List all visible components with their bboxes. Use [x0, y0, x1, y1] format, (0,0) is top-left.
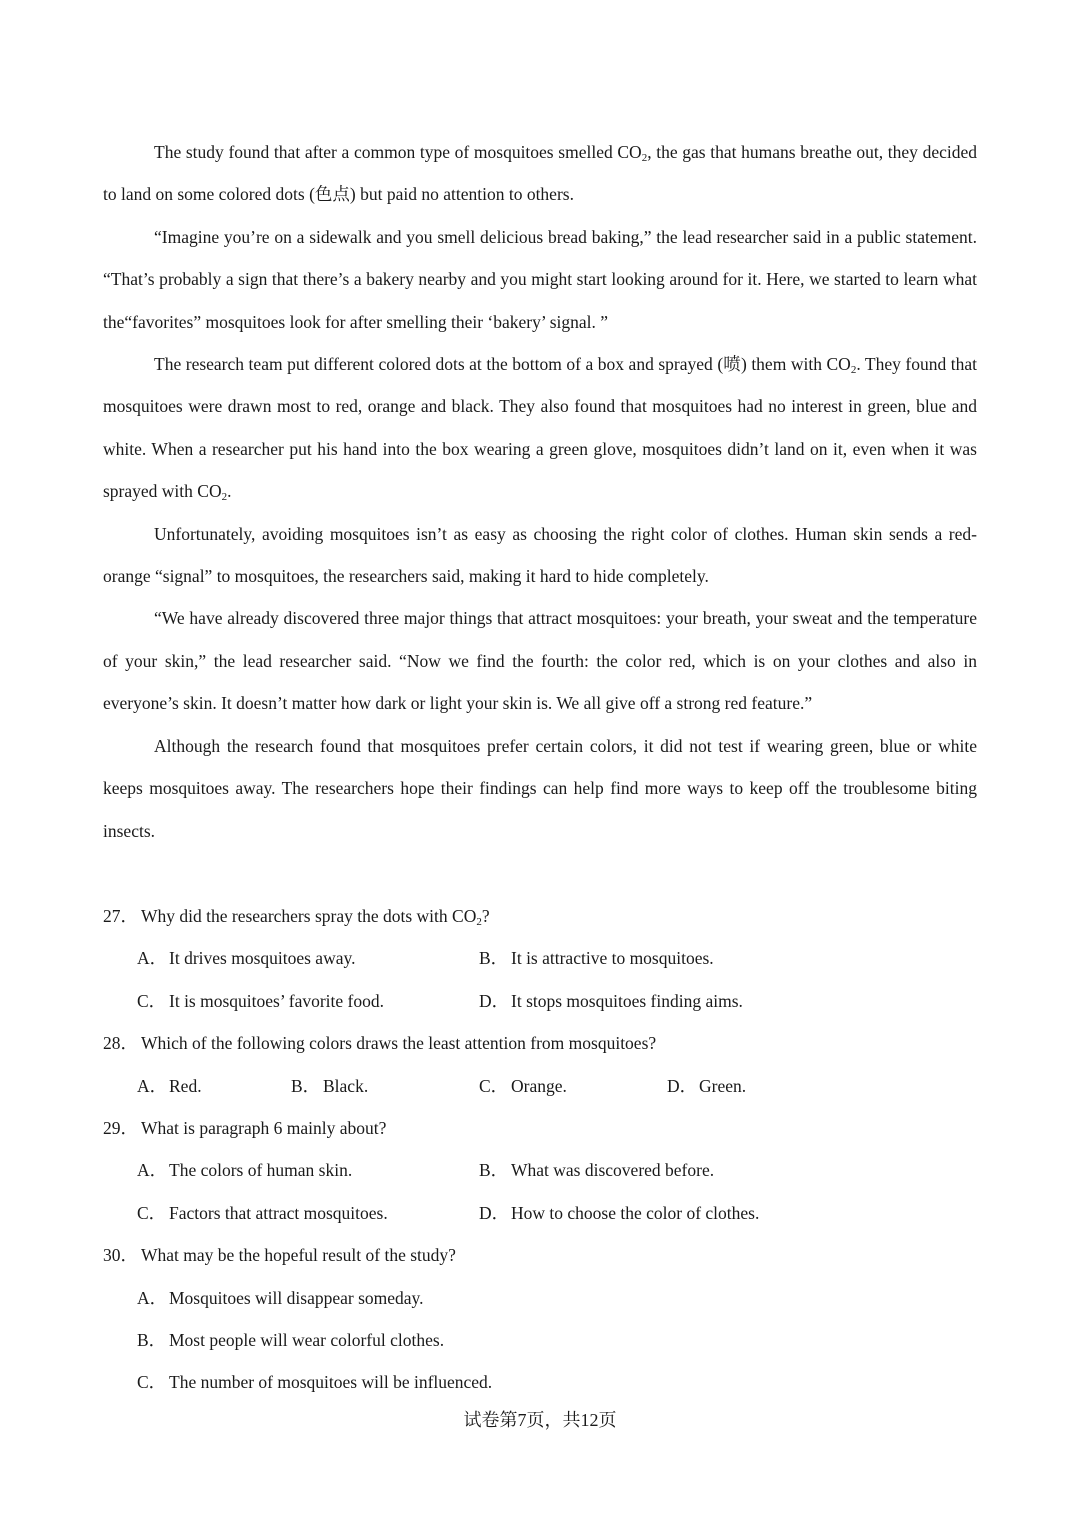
question-30	[103, 1234, 977, 1276]
option-letter: A．	[137, 1160, 168, 1181]
question-28	[103, 1022, 977, 1064]
reading-passage	[103, 131, 977, 852]
option-letter: D．	[479, 990, 510, 1011]
option-letter: B．	[291, 1075, 321, 1096]
option-text: Black.	[323, 1075, 369, 1096]
subscript: 2	[850, 364, 857, 377]
option-30-b	[137, 1319, 937, 1361]
question-number: 30．	[103, 1245, 138, 1266]
option-letter: C．	[479, 1075, 509, 1096]
option-text: The colors of human skin.	[169, 1160, 353, 1181]
option-29-a	[137, 1149, 479, 1191]
option-28-b	[291, 1065, 479, 1107]
option-text: Most people will wear colorful clothes.	[169, 1330, 445, 1351]
question-text: Which of the following colors draws the least attention from mosquitoes?	[141, 1033, 657, 1054]
option-text: How to choose the color of clothes.	[511, 1202, 760, 1223]
option-text: It is attractive to mosquitoes.	[511, 948, 714, 969]
option-text: Orange.	[511, 1075, 567, 1096]
option-letter: B．	[137, 1330, 167, 1351]
paragraph-4: Unfortunately, avoiding mosquitoes isn’t as easy as choosing the right color of clothes. Human skin sends a red-orange “signal” to mosquitoes, the researchers said, making it hard to hide completely.	[103, 523, 977, 587]
option-letter: D．	[667, 1075, 698, 1096]
option-30-a	[137, 1277, 937, 1319]
question-text: What may be the hopeful result of the study?	[141, 1245, 456, 1266]
option-29-c	[137, 1192, 479, 1234]
paragraph-1-text-b: , the gas that humans breathe out, they decided to land on some colored dots (色点) but paid no attention to others.	[103, 142, 977, 205]
paragraph-3	[103, 343, 977, 513]
paragraph-3-text-c: .	[227, 481, 232, 502]
option-27-c	[137, 980, 479, 1022]
options-row	[103, 1361, 977, 1403]
option-text: It stops mosquitoes finding aims.	[511, 990, 743, 1011]
question-text: Why did the researchers spray the dots with CO	[141, 906, 477, 926]
question-27	[103, 895, 977, 937]
paragraph-1	[103, 131, 977, 216]
option-letter: A．	[137, 948, 168, 969]
option-text: The number of mosquitoes will be influenced.	[169, 1372, 493, 1393]
option-29-d	[479, 1192, 821, 1234]
paragraph-5: “We have already discovered three major things that attract mosquitoes: your breath, your sweat and the temperature of your skin,” the lead researcher said. “Now we find the fourth: the color red, which is on your clothes and also in everyone’s skin. It doesn’t matter how dark or light your skin is. We all give off a strong red feature.”	[103, 608, 977, 714]
option-letter: C．	[137, 990, 167, 1011]
paragraph-1-text-a: The study found that after a common type of mosquitoes smelled CO	[154, 142, 642, 162]
option-letter: C．	[137, 1202, 167, 1223]
options-row	[103, 937, 977, 979]
option-27-b	[479, 937, 821, 979]
option-letter: A．	[137, 1075, 168, 1096]
options-row	[103, 980, 977, 1022]
paragraph-3-text-a: The research team put different colored dots at the bottom of a box and sprayed (喷) them with CO	[154, 354, 851, 375]
option-28-a	[137, 1065, 291, 1107]
subscript: 2	[476, 916, 482, 928]
option-27-d	[479, 980, 821, 1022]
paragraph-2: “Imagine you’re on a sidewalk and you smell delicious bread baking,” the lead researcher said in a public statement. “That’s probably a sign that there’s a bakery nearby and you might start looking around for it. Here, we started to learn what the“favorites” mosquitoes look for after smelling their ‘bakery’ signal. ”	[103, 226, 977, 332]
option-28-c	[479, 1065, 667, 1107]
question-number: 28．	[103, 1033, 138, 1054]
question-number: 27．	[103, 906, 138, 926]
option-text: It drives mosquitoes away.	[169, 948, 356, 969]
paragraph-3-text-b: . They found that mosquitoes were drawn most to red, orange and black. They also found that mosquitoes had no interest in green, blue and white. When a researcher put his hand into the box wearing a green glove, mosquitoes didn’t land on it, even when it was sprayed with CO	[103, 354, 977, 502]
question-text-end: ?	[481, 906, 490, 926]
paragraph-6: Although the research found that mosquitoes prefer certain colors, it did not test if wearing green, blue or white keeps mosquitoes away. The researchers hope their findings can help find more ways to keep off the troublesome biting insects.	[103, 735, 977, 841]
question-text: What is paragraph 6 mainly about?	[141, 1118, 387, 1139]
option-text: Factors that attract mosquitoes.	[169, 1202, 388, 1223]
option-text: What was discovered before.	[511, 1160, 715, 1181]
options-row	[103, 1192, 977, 1234]
question-list	[103, 895, 977, 1404]
option-letter: B．	[479, 1160, 509, 1181]
option-27-a	[137, 937, 479, 979]
option-text: It is mosquitoes’ favorite food.	[169, 990, 384, 1011]
options-row	[103, 1149, 977, 1191]
options-row	[103, 1277, 977, 1319]
option-text: Mosquitoes will disappear someday.	[169, 1287, 424, 1308]
options-row	[103, 1065, 977, 1107]
option-letter: B．	[479, 948, 509, 969]
option-text: Green.	[699, 1075, 747, 1096]
subscript: 2	[641, 152, 648, 164]
subscript: 2	[221, 491, 228, 504]
question-29	[103, 1107, 977, 1149]
page-footer: 试卷第7页，共12页	[463, 1410, 617, 1430]
option-text: Red.	[169, 1075, 202, 1096]
option-30-c	[137, 1361, 937, 1403]
option-29-b	[479, 1149, 821, 1191]
option-28-d	[667, 1065, 821, 1107]
question-number: 29．	[103, 1118, 138, 1139]
option-letter: A．	[137, 1287, 168, 1308]
options-row	[103, 1319, 977, 1361]
option-letter: D．	[479, 1202, 510, 1223]
option-letter: C．	[137, 1372, 167, 1393]
